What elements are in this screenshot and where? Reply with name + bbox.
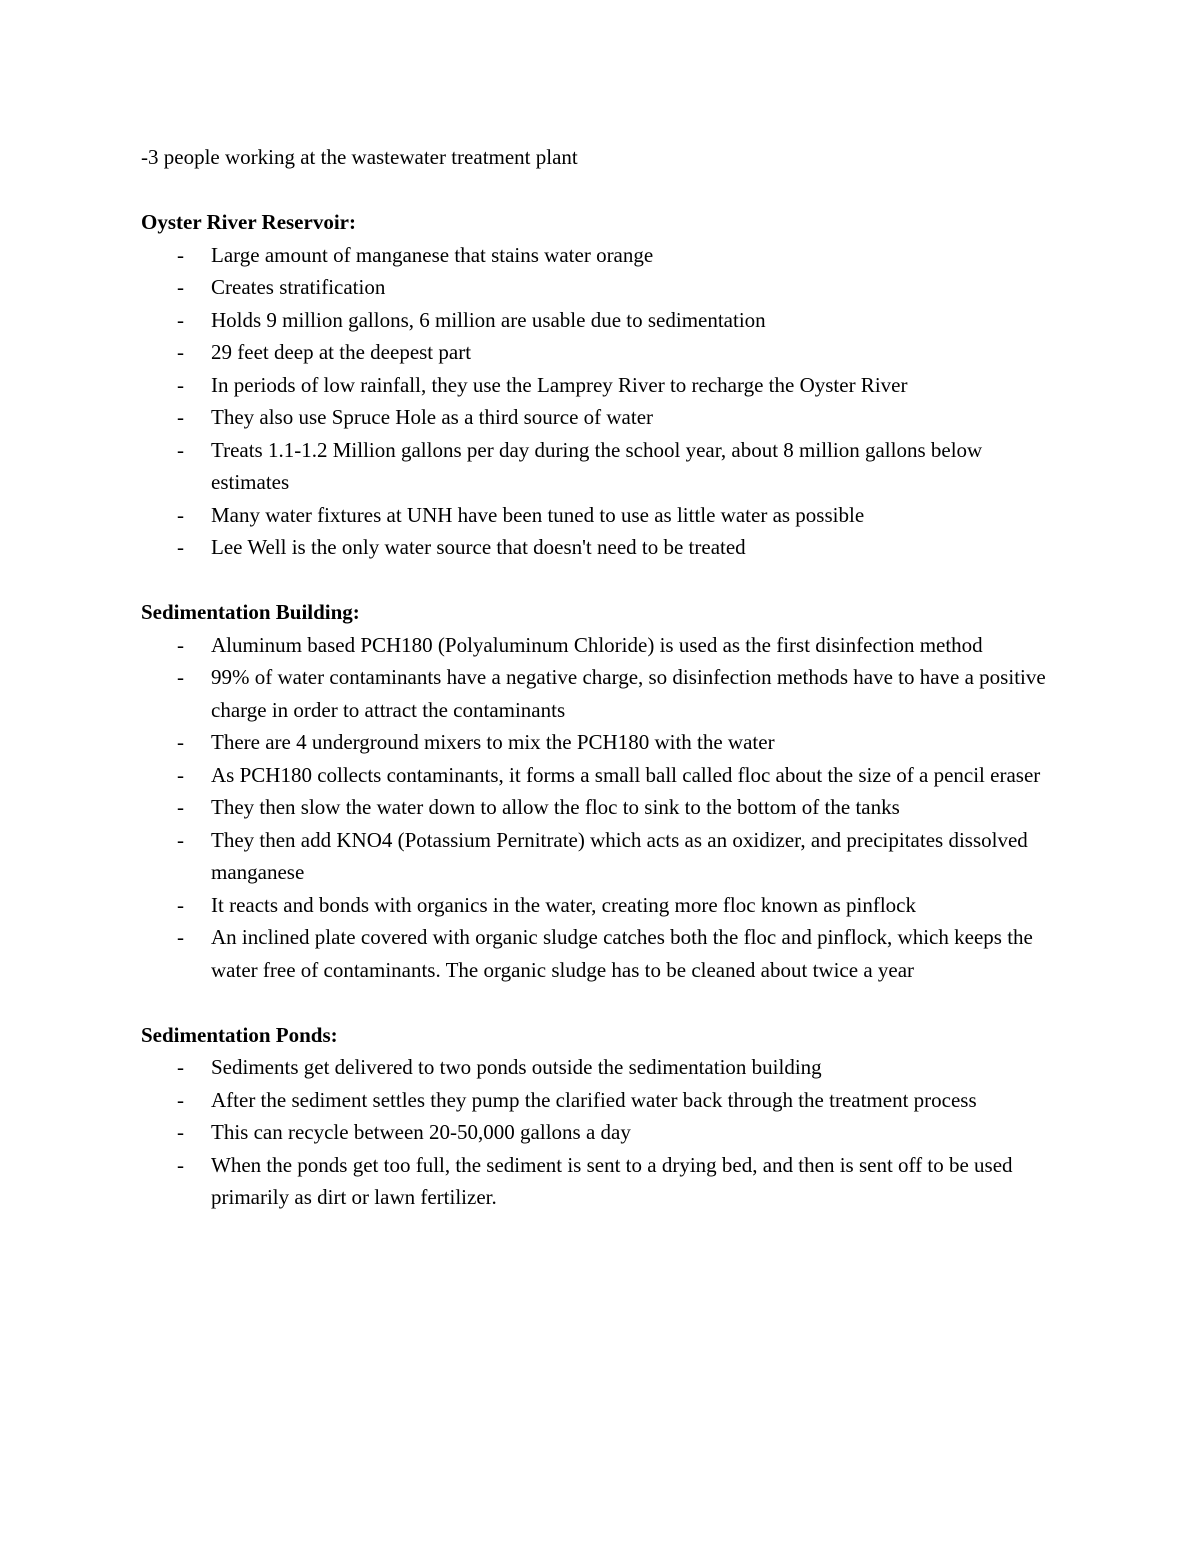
bullet-dash: - (177, 827, 184, 852)
list-item-text: They then slow the water down to allow the floc to sink to the bottom of the tanks (211, 795, 900, 819)
list-item (141, 1149, 1061, 1214)
bullet-dash: - (177, 340, 184, 364)
list-item (141, 791, 1061, 824)
list-item-text: They then add KNO4 (Potassium Pernitrate) which acts as an oxidizer, and precipitates dissolved manganese (211, 827, 1028, 884)
document-body (141, 141, 1061, 1214)
bullet-dash: - (177, 632, 184, 657)
list-item (141, 1084, 1061, 1117)
list-item-text: Treats 1.1-1.2 Million gallons per day during the school year, about 8 million gallons below estimates (211, 437, 983, 494)
list-item (141, 726, 1061, 759)
list-item (141, 401, 1061, 434)
list-item (141, 759, 1061, 792)
list-item (141, 824, 1061, 889)
list-item-text: Aluminum based PCH180 (Polyaluminum Chloride) is used as the first disinfection method (211, 632, 983, 657)
bullet-list (141, 239, 1061, 564)
list-item (141, 629, 1061, 662)
list-item (141, 531, 1061, 564)
bullet-dash: - (177, 535, 184, 559)
bullet-dash: - (177, 795, 184, 819)
list-item-text: It reacts and bonds with organics in the water, creating more floc known as pinflock (211, 892, 916, 917)
list-item-text: Many water fixtures at UNH have been tuned to use as little water as possible (211, 502, 865, 527)
list-item (141, 1051, 1061, 1084)
bullet-dash: - (177, 275, 184, 299)
list-item (141, 889, 1061, 922)
bullet-dash: - (177, 405, 184, 429)
list-item-text: 29 feet deep at the deepest part (211, 340, 472, 364)
list-item (141, 271, 1061, 304)
bullet-dash: - (177, 730, 184, 754)
list-item (141, 336, 1061, 369)
list-item-text: Lee Well is the only water source that doesn't need to be treated (211, 535, 746, 559)
bullet-dash: - (177, 242, 184, 267)
section (141, 1019, 1061, 1214)
section-heading: Sedimentation Ponds: (141, 1022, 338, 1047)
list-item (141, 661, 1061, 726)
list-item (141, 369, 1061, 402)
list-item-text: An inclined plate covered with organic sludge catches both the floc and pinflock, which keeps the water free of contaminants. The organic sludge has to be cleaned about twice a year (211, 925, 1033, 982)
bullet-dash: - (177, 1152, 184, 1177)
list-item (141, 1116, 1061, 1149)
bullet-dash: - (177, 925, 184, 949)
list-item-text: In periods of low rainfall, they use the Lamprey River to recharge the Oyster River (211, 372, 908, 397)
section-heading: Sedimentation Building: (141, 600, 360, 624)
list-item (141, 499, 1061, 532)
list-item-text: After the sediment settles they pump the clarified water back through the treatment process (211, 1087, 977, 1112)
list-item (141, 921, 1061, 986)
list-item-text: As PCH180 collects contaminants, it forms a small ball called floc about the size of a pencil eraser (211, 762, 1041, 787)
list-item-text: Creates stratification (211, 275, 386, 299)
bullet-dash: - (177, 1120, 184, 1144)
bullet-dash: - (177, 1087, 184, 1112)
list-item (141, 304, 1061, 337)
list-item-text: This can recycle between 20-50,000 gallons a day (211, 1120, 631, 1144)
list-item-text: Sediments get delivered to two ponds outside the sedimentation building (211, 1055, 822, 1079)
bullet-dash: - (177, 372, 184, 397)
list-item-text: There are 4 underground mixers to mix the PCH180 with the water (211, 730, 775, 754)
list-item (141, 434, 1061, 499)
bullet-dash: - (177, 502, 184, 527)
bullet-dash: - (177, 892, 184, 917)
list-item-text: They also use Spruce Hole as a third source of water (211, 405, 654, 429)
section (141, 596, 1061, 986)
bullet-dash: - (177, 437, 184, 462)
list-item-text: When the ponds get too full, the sediment is sent to a drying bed, and then is sent off to be used primarily as dirt or lawn fertilizer. (211, 1152, 1013, 1209)
bullet-dash: - (177, 1055, 184, 1079)
list-item-text: Holds 9 million gallons, 6 million are usable due to sedimentation (211, 307, 766, 332)
intro-line: -3 people working at the wastewater treatment plant (141, 145, 578, 169)
list-item-text: 99% of water contaminants have a negative charge, so disinfection methods have to have a positive charge in order to attract the contaminants (211, 665, 1046, 722)
list-item-text: Large amount of manganese that stains water orange (211, 242, 654, 267)
bullet-list (141, 1051, 1061, 1214)
bullet-dash: - (177, 665, 184, 689)
sections-container (141, 206, 1061, 1214)
list-item (141, 239, 1061, 272)
bullet-dash: - (177, 762, 184, 787)
section (141, 206, 1061, 564)
bullet-list (141, 629, 1061, 987)
section-heading: Oyster River Reservoir: (141, 210, 356, 234)
bullet-dash: - (177, 307, 184, 332)
